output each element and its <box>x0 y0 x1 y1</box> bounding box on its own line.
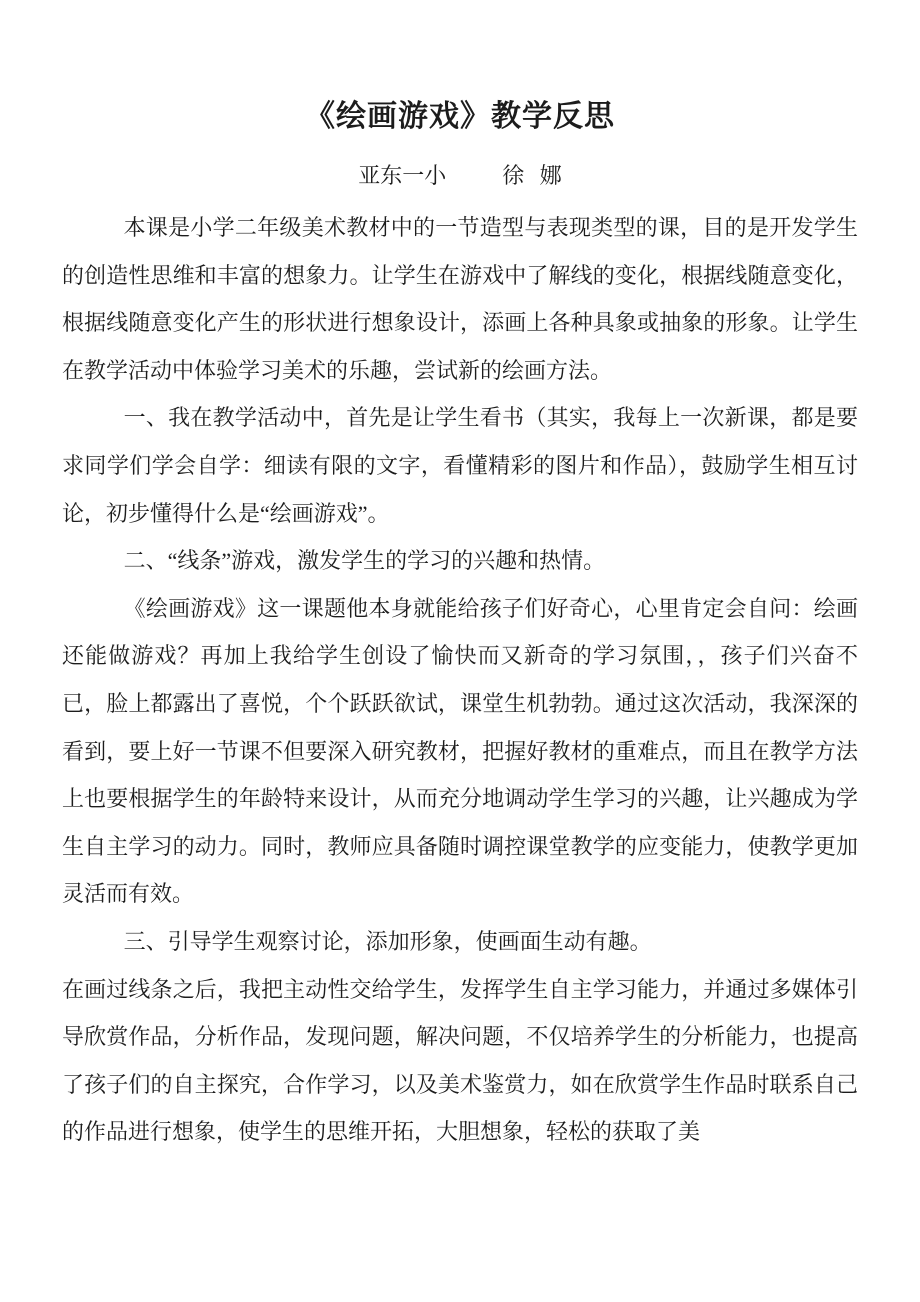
paragraph-2: 一、我在教学活动中，首先是让学生看书（其实，我每上一次新课，都是要求同学们学会自学：细读有限的文字，看懂精彩的图片和作品），鼓励学生相互讨论，初步懂得什么是“绘画游戏”。 <box>62 405 858 526</box>
paragraph-4: 《绘画游戏》这一课题他本身就能给孩子们好奇心，心里肯定会自问：绘画还能做游戏？再加上我给学生创设了愉快而又新奇的学习氛围，，孩子们兴奋不已，脸上都露出了喜悦，个个跃跃欲试，课堂生机勃勃。通过这次活动，我深深的看到，要上好一节课不但要深入研究教材，把握好教材的重难点，而且在教学方法上也要根据学生的年龄特来设计，从而充分地调动学生学习的兴趣，让兴趣成为学生自主学习的动力。同时，教师应具备随时调控课堂教学的应变能力，使教学更加灵活而有效。 <box>62 595 858 907</box>
paragraph-5: 三、引导学生观察讨论，添加形象，使画面生动有趣。 <box>123 928 652 954</box>
page-title: 《绘画游戏》教学反思 <box>305 100 615 133</box>
byline <box>62 160 858 192</box>
byline-school: 亚东一小 <box>358 163 447 188</box>
paragraph-1: 本课是小学二年级美术教材中的一节造型与表现类型的课，目的是开发学生的创造性思维和丰富的想象力。让学生在游戏中了解线的变化，根据线随意变化，根据线随意变化产生的形状进行想象设计，添画上各种具象或抽象的形象。让学生在教学活动中体验学习美术的乐趣，尝试新的绘画方法。 <box>62 215 858 383</box>
paragraph-6: 在画过线条之后，我把主动性交给学生，发挥学生自主学习能力，并通过多媒体引导欣赏作品，分析作品，发现问题，解决问题，不仅培养学生的分析能力，也提高了孩子们的自主探究，合作学习，以及美术鉴赏力，如在欣赏学生作品时联系自己的作品进行想象，使学生的思维开拓，大胆想象，轻松的获取了美 <box>62 976 858 1145</box>
byline-author: 徐 娜 <box>502 163 562 188</box>
paragraph-3: 二、“线条”游戏，激发学生的学习的兴趣和热情。 <box>123 548 606 574</box>
document-body <box>62 204 858 1156</box>
